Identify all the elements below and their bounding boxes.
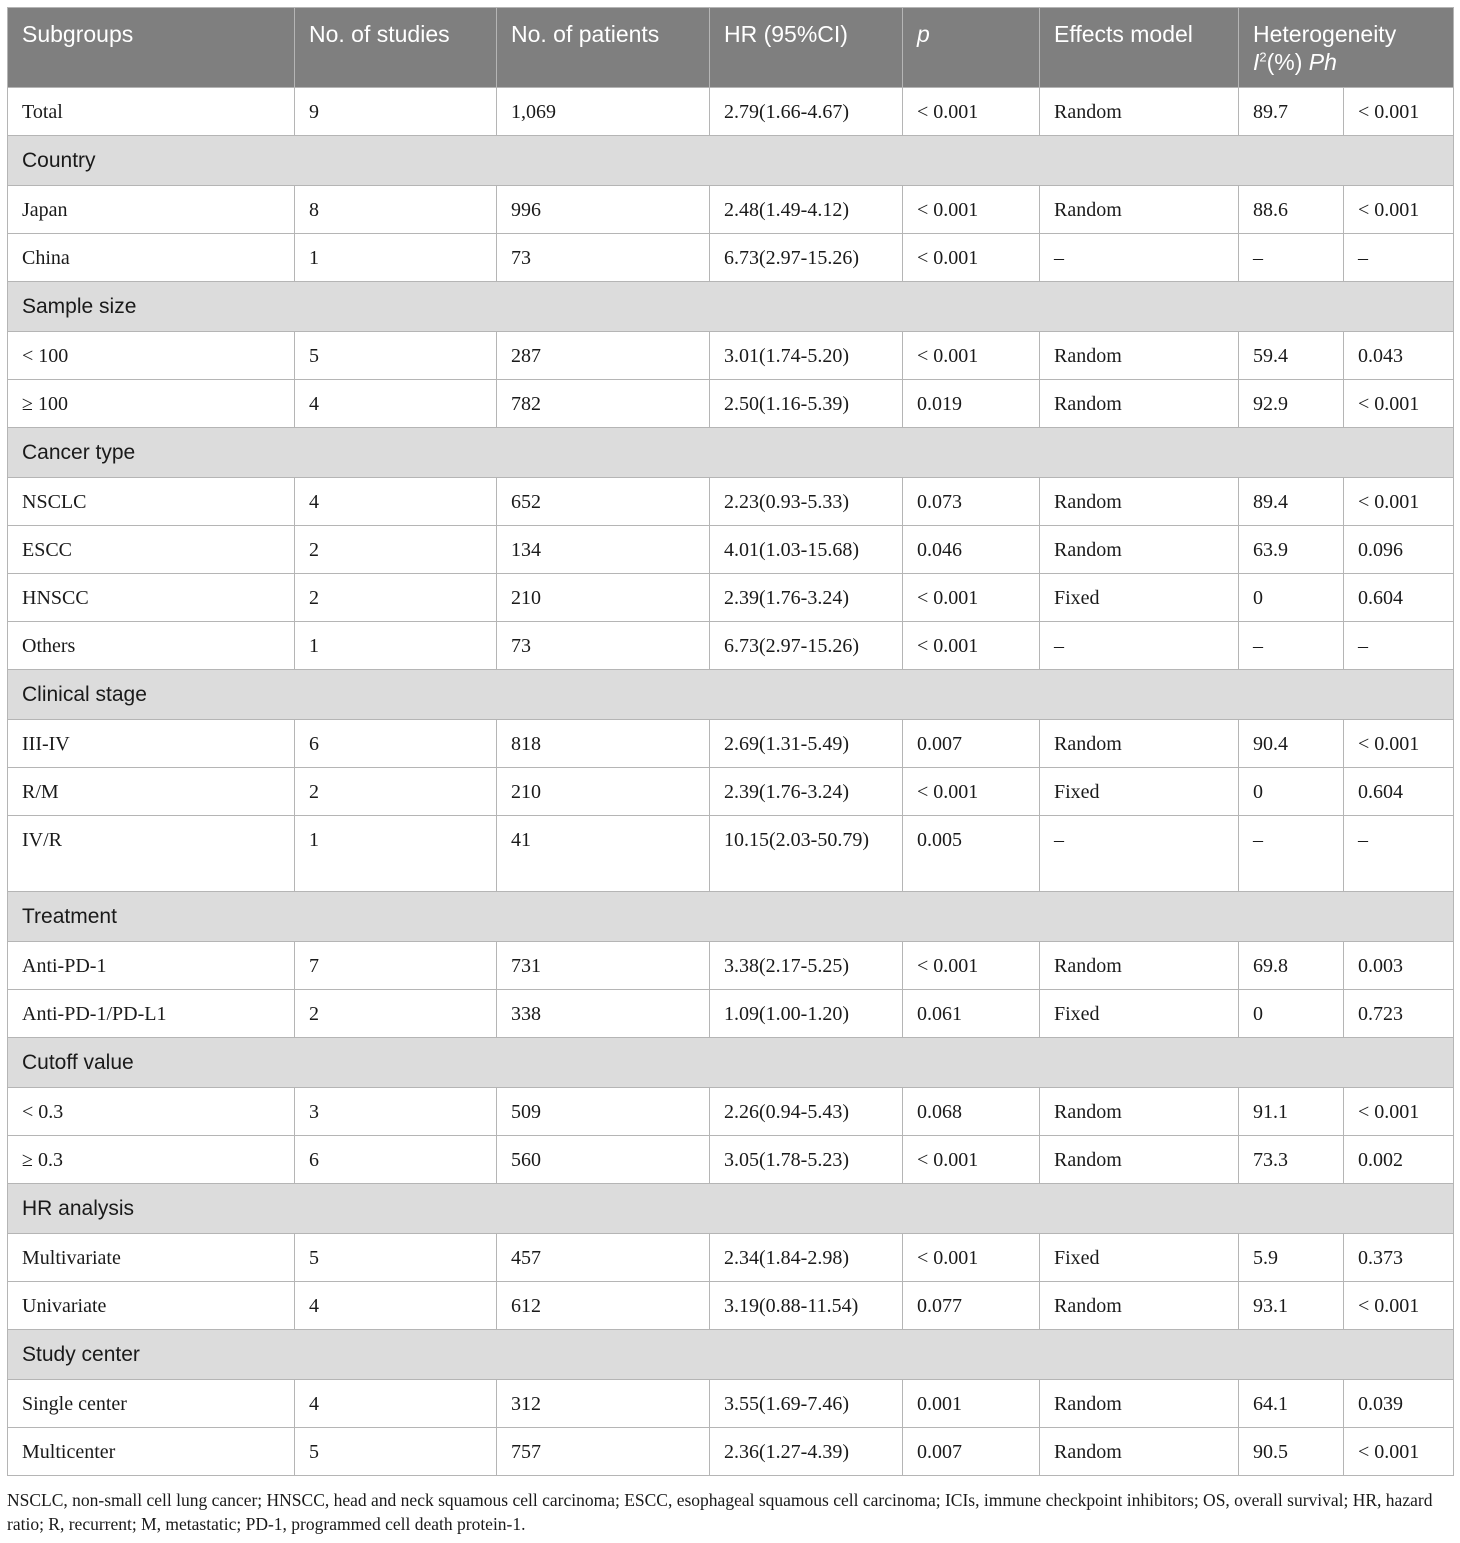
cell-p: 0.046: [903, 526, 1040, 574]
cell-model: Random: [1040, 88, 1239, 136]
table-row: [8, 526, 1454, 574]
cell-studies: 3: [295, 1088, 497, 1136]
header-heterogeneity-sub: [1253, 48, 1439, 76]
table-row: [8, 478, 1454, 526]
cell-p: < 0.001: [903, 186, 1040, 234]
header-i2-letter: I: [1253, 49, 1260, 75]
cell-subgroup: < 100: [8, 332, 295, 380]
cell-studies: 2: [295, 768, 497, 816]
cell-subgroup: NSCLC: [8, 478, 295, 526]
subgroup-analysis-table: [7, 7, 1454, 1476]
header-i2-suffix: (%): [1266, 49, 1303, 75]
cell-ph: < 0.001: [1344, 478, 1454, 526]
header-row: [8, 8, 1454, 88]
cell-p: 0.073: [903, 478, 1040, 526]
cell-hr: 3.01(1.74-5.20): [710, 332, 903, 380]
table-row: [8, 1136, 1454, 1184]
cell-studies: 9: [295, 88, 497, 136]
table-row: [8, 720, 1454, 768]
cell-p: < 0.001: [903, 1234, 1040, 1282]
cell-studies: 1: [295, 816, 497, 892]
cell-ph: –: [1344, 816, 1454, 892]
cell-studies: 8: [295, 186, 497, 234]
cell-i2: 5.9: [1239, 1234, 1344, 1282]
section-row: [8, 428, 1454, 478]
header-subgroups: Subgroups: [8, 8, 295, 88]
cell-hr: 1.09(1.00-1.20): [710, 990, 903, 1038]
table-row: [8, 186, 1454, 234]
section-title: Cutoff value: [8, 1038, 1454, 1088]
cell-i2: 73.3: [1239, 1136, 1344, 1184]
cell-subgroup: < 0.3: [8, 1088, 295, 1136]
cell-model: –: [1040, 622, 1239, 670]
cell-studies: 2: [295, 526, 497, 574]
cell-i2: 63.9: [1239, 526, 1344, 574]
table-row: [8, 1428, 1454, 1476]
section-title: Sample size: [8, 282, 1454, 332]
cell-subgroup: ≥ 0.3: [8, 1136, 295, 1184]
table-row: [8, 1282, 1454, 1330]
cell-model: Random: [1040, 1380, 1239, 1428]
cell-p: < 0.001: [903, 88, 1040, 136]
cell-i2: –: [1239, 234, 1344, 282]
cell-i2: 90.5: [1239, 1428, 1344, 1476]
header-ph: Ph: [1308, 49, 1337, 75]
cell-studies: 5: [295, 1428, 497, 1476]
cell-studies: 6: [295, 1136, 497, 1184]
cell-i2: 88.6: [1239, 186, 1344, 234]
cell-patients: 210: [497, 574, 710, 622]
cell-ph: 0.373: [1344, 1234, 1454, 1282]
cell-hr: 3.19(0.88-11.54): [710, 1282, 903, 1330]
cell-hr: 6.73(2.97-15.26): [710, 622, 903, 670]
cell-i2: –: [1239, 816, 1344, 892]
table-row: [8, 1234, 1454, 1282]
header-p: [903, 8, 1040, 88]
section-row: [8, 670, 1454, 720]
table-row: [8, 768, 1454, 816]
header-studies: No. of studies: [295, 8, 497, 88]
cell-p: < 0.001: [903, 942, 1040, 990]
cell-i2: 89.4: [1239, 478, 1344, 526]
cell-model: Fixed: [1040, 990, 1239, 1038]
table-row: [8, 574, 1454, 622]
cell-hr: 2.34(1.84-2.98): [710, 1234, 903, 1282]
cell-ph: 0.604: [1344, 768, 1454, 816]
cell-hr: 2.36(1.27-4.39): [710, 1428, 903, 1476]
cell-i2: 91.1: [1239, 1088, 1344, 1136]
cell-patients: 287: [497, 332, 710, 380]
cell-patients: 996: [497, 186, 710, 234]
table-row: [8, 1380, 1454, 1428]
cell-patients: 73: [497, 622, 710, 670]
cell-patients: 818: [497, 720, 710, 768]
cell-hr: 2.79(1.66-4.67): [710, 88, 903, 136]
cell-ph: < 0.001: [1344, 1088, 1454, 1136]
cell-model: Random: [1040, 332, 1239, 380]
section-row: [8, 892, 1454, 942]
cell-studies: 7: [295, 942, 497, 990]
cell-subgroup: ≥ 100: [8, 380, 295, 428]
cell-hr: 10.15(2.03-50.79): [710, 816, 903, 892]
cell-hr: 2.26(0.94-5.43): [710, 1088, 903, 1136]
cell-subgroup: Others: [8, 622, 295, 670]
section-title: Treatment: [8, 892, 1454, 942]
cell-i2: –: [1239, 622, 1344, 670]
table-footnote: NSCLC, non-small cell lung cancer; HNSCC, head and neck squamous cell carcinoma; ESCC, esophageal squamous cell carcinoma; ICIs, immune checkpoint inhibitors; OS, overall survival; HR, hazard ratio; R, recurrent; M, metastatic; PD-1, programmed cell death protein-1.: [7, 1490, 1433, 1534]
cell-patients: 210: [497, 768, 710, 816]
section-title: Cancer type: [8, 428, 1454, 478]
header-p-text: p: [917, 21, 930, 47]
cell-hr: 2.39(1.76-3.24): [710, 574, 903, 622]
cell-ph: < 0.001: [1344, 1282, 1454, 1330]
cell-ph: 0.604: [1344, 574, 1454, 622]
header-patients: No. of patients: [497, 8, 710, 88]
cell-i2: 0: [1239, 574, 1344, 622]
cell-i2: 69.8: [1239, 942, 1344, 990]
cell-hr: 6.73(2.97-15.26): [710, 234, 903, 282]
cell-p: < 0.001: [903, 768, 1040, 816]
cell-ph: 0.002: [1344, 1136, 1454, 1184]
cell-p: < 0.001: [903, 1136, 1040, 1184]
section-row: [8, 1330, 1454, 1380]
cell-patients: 457: [497, 1234, 710, 1282]
cell-subgroup: Single center: [8, 1380, 295, 1428]
cell-patients: 312: [497, 1380, 710, 1428]
cell-subgroup: IV/R: [8, 816, 295, 892]
cell-subgroup: R/M: [8, 768, 295, 816]
cell-ph: < 0.001: [1344, 380, 1454, 428]
cell-studies: 5: [295, 1234, 497, 1282]
table-row: [8, 234, 1454, 282]
table-row-total: [8, 88, 1454, 136]
cell-model: –: [1040, 816, 1239, 892]
cell-subgroup: Multivariate: [8, 1234, 295, 1282]
header-model: Effects model: [1040, 8, 1239, 88]
cell-p: 0.005: [903, 816, 1040, 892]
table-container: [7, 7, 1453, 1476]
cell-p: 0.019: [903, 380, 1040, 428]
cell-subgroup: III-IV: [8, 720, 295, 768]
cell-hr: 2.23(0.93-5.33): [710, 478, 903, 526]
cell-i2: 92.9: [1239, 380, 1344, 428]
cell-model: –: [1040, 234, 1239, 282]
cell-ph: < 0.001: [1344, 1428, 1454, 1476]
cell-p: < 0.001: [903, 622, 1040, 670]
cell-studies: 1: [295, 622, 497, 670]
cell-model: Random: [1040, 720, 1239, 768]
section-title: HR analysis: [8, 1184, 1454, 1234]
cell-hr: 3.38(2.17-5.25): [710, 942, 903, 990]
cell-subgroup: Japan: [8, 186, 295, 234]
section-row: [8, 282, 1454, 332]
cell-model: Random: [1040, 186, 1239, 234]
cell-patients: 41: [497, 816, 710, 892]
cell-p: 0.068: [903, 1088, 1040, 1136]
cell-i2: 90.4: [1239, 720, 1344, 768]
cell-model: Fixed: [1040, 768, 1239, 816]
cell-patients: 1,069: [497, 88, 710, 136]
cell-model: Random: [1040, 1428, 1239, 1476]
cell-patients: 652: [497, 478, 710, 526]
cell-ph: 0.043: [1344, 332, 1454, 380]
cell-patients: 757: [497, 1428, 710, 1476]
cell-studies: 4: [295, 1282, 497, 1330]
cell-p: < 0.001: [903, 574, 1040, 622]
cell-studies: 2: [295, 574, 497, 622]
cell-studies: 1: [295, 234, 497, 282]
cell-hr: 4.01(1.03-15.68): [710, 526, 903, 574]
cell-patients: 560: [497, 1136, 710, 1184]
cell-studies: 6: [295, 720, 497, 768]
cell-model: Random: [1040, 478, 1239, 526]
cell-model: Random: [1040, 1282, 1239, 1330]
cell-ph: –: [1344, 234, 1454, 282]
cell-studies: 4: [295, 478, 497, 526]
cell-ph: < 0.001: [1344, 88, 1454, 136]
cell-patients: 338: [497, 990, 710, 1038]
section-title: Study center: [8, 1330, 1454, 1380]
cell-i2: 0: [1239, 990, 1344, 1038]
cell-i2: 0: [1239, 768, 1344, 816]
cell-subgroup: Anti-PD-1: [8, 942, 295, 990]
cell-patients: 134: [497, 526, 710, 574]
cell-p: 0.001: [903, 1380, 1040, 1428]
section-title: Country: [8, 136, 1454, 186]
cell-p: < 0.001: [903, 234, 1040, 282]
cell-subgroup: Anti-PD-1/PD-L1: [8, 990, 295, 1038]
cell-ph: < 0.001: [1344, 720, 1454, 768]
section-row: [8, 136, 1454, 186]
cell-subgroup: Multicenter: [8, 1428, 295, 1476]
cell-model: Fixed: [1040, 1234, 1239, 1282]
cell-p: 0.007: [903, 1428, 1040, 1476]
cell-model: Fixed: [1040, 574, 1239, 622]
cell-ph: 0.096: [1344, 526, 1454, 574]
table-row: [8, 816, 1454, 892]
section-title: Clinical stage: [8, 670, 1454, 720]
cell-i2: 93.1: [1239, 1282, 1344, 1330]
cell-i2: 59.4: [1239, 332, 1344, 380]
section-row: [8, 1038, 1454, 1088]
cell-patients: 731: [497, 942, 710, 990]
cell-studies: 2: [295, 990, 497, 1038]
cell-hr: 2.48(1.49-4.12): [710, 186, 903, 234]
table-row: [8, 1088, 1454, 1136]
cell-model: Random: [1040, 380, 1239, 428]
cell-subgroup: Total: [8, 88, 295, 136]
cell-patients: 612: [497, 1282, 710, 1330]
table-row: [8, 942, 1454, 990]
cell-subgroup: ESCC: [8, 526, 295, 574]
table-row: [8, 380, 1454, 428]
cell-model: Random: [1040, 1088, 1239, 1136]
cell-p: < 0.001: [903, 332, 1040, 380]
header-heterogeneity: [1239, 8, 1454, 88]
cell-p: 0.077: [903, 1282, 1040, 1330]
cell-studies: 5: [295, 332, 497, 380]
cell-patients: 509: [497, 1088, 710, 1136]
table-body: [8, 88, 1454, 1476]
table-row: [8, 622, 1454, 670]
cell-hr: 3.05(1.78-5.23): [710, 1136, 903, 1184]
cell-p: 0.061: [903, 990, 1040, 1038]
cell-model: Random: [1040, 1136, 1239, 1184]
cell-model: Random: [1040, 942, 1239, 990]
cell-ph: 0.039: [1344, 1380, 1454, 1428]
table-row: [8, 990, 1454, 1038]
cell-model: Random: [1040, 526, 1239, 574]
header-i2-sup: 2: [1259, 49, 1267, 65]
cell-studies: 4: [295, 380, 497, 428]
cell-ph: –: [1344, 622, 1454, 670]
cell-hr: 2.69(1.31-5.49): [710, 720, 903, 768]
cell-ph: 0.723: [1344, 990, 1454, 1038]
cell-subgroup: China: [8, 234, 295, 282]
cell-hr: 3.55(1.69-7.46): [710, 1380, 903, 1428]
cell-i2: 64.1: [1239, 1380, 1344, 1428]
table-row: [8, 332, 1454, 380]
cell-ph: < 0.001: [1344, 186, 1454, 234]
cell-hr: 2.50(1.16-5.39): [710, 380, 903, 428]
header-heterogeneity-title: Heterogeneity: [1253, 21, 1397, 47]
cell-subgroup: Univariate: [8, 1282, 295, 1330]
cell-p: 0.007: [903, 720, 1040, 768]
cell-patients: 782: [497, 380, 710, 428]
header-hr: HR (95%CI): [710, 8, 903, 88]
cell-studies: 4: [295, 1380, 497, 1428]
cell-ph: 0.003: [1344, 942, 1454, 990]
section-row: [8, 1184, 1454, 1234]
cell-subgroup: HNSCC: [8, 574, 295, 622]
cell-i2: 89.7: [1239, 88, 1344, 136]
cell-hr: 2.39(1.76-3.24): [710, 768, 903, 816]
cell-patients: 73: [497, 234, 710, 282]
